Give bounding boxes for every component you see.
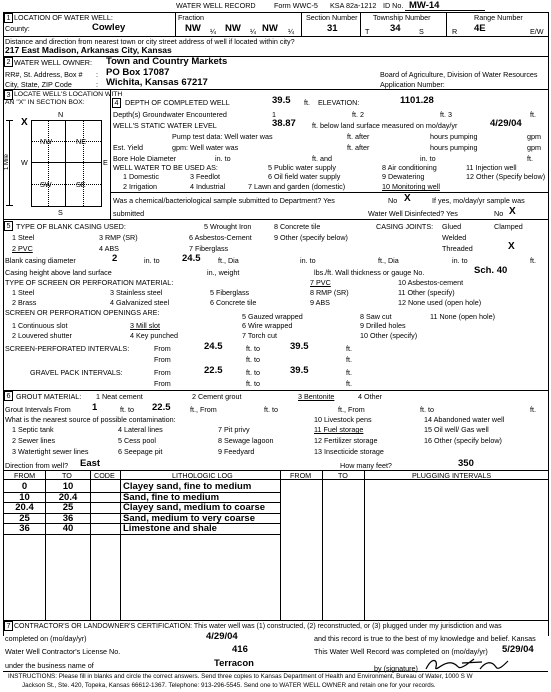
license-label: Water Well Contractor's License No. [5, 647, 121, 656]
log-row-from: 20.4 [15, 502, 34, 513]
groundwater-ft: ft. [530, 110, 536, 119]
gpi-from-label: From [154, 368, 171, 377]
south-label: S [58, 208, 63, 217]
contam-option[interactable]: 1 Septic tank [12, 425, 54, 434]
log-row-to: 40 [62, 523, 74, 534]
chemical-label: Was a chemical/bacteriological sample submitted to Department? Yes [113, 196, 335, 205]
blank-in-to: in. to [144, 256, 160, 265]
log-row-description: Clayey sand, medium to coarse [123, 502, 266, 513]
bore-in-to-2: in. to [420, 154, 436, 163]
screen-option[interactable]: 11 Other (specify) [398, 288, 455, 297]
fraction-label: Fraction [178, 13, 204, 22]
direction-value: East [80, 458, 101, 469]
log-row-from: 0 [21, 481, 28, 492]
use-option[interactable]: 7 Lawn and garden (domestic) [248, 182, 346, 191]
opening-option[interactable]: 4 Key punched [130, 331, 178, 340]
log-header-from: FROM [14, 471, 36, 480]
yield-gpm: gpm: Well water was [172, 143, 239, 152]
section-number-value: 31 [327, 23, 338, 34]
log-row-to: 20.4 [58, 491, 78, 503]
gpi-ft-to-2: ft. to [246, 379, 260, 388]
casing-option[interactable]: 9 Other (specify below) [274, 233, 348, 242]
chemical-no: No [388, 196, 398, 205]
contam-option[interactable]: 7 Pit privy [218, 425, 250, 434]
log-row-description: Limestone and shale [123, 523, 217, 534]
yield-hours: hours pumping [430, 143, 478, 152]
yield-label: Est. Yield [113, 143, 143, 152]
township-t: T [365, 27, 370, 36]
casing-option[interactable]: 7 Fiberglass [189, 244, 229, 253]
opening-option[interactable]: 1 Continuous slot [12, 321, 68, 330]
owner-value: Town and Country Markets [106, 56, 228, 67]
groundwater-label: Depth(s) Groundwater Encountered [113, 110, 227, 119]
opening-option[interactable]: 11 None (open hole) [430, 312, 495, 321]
county-value: Cowley [92, 22, 126, 33]
quadrant-nw: NW [40, 137, 52, 146]
joints-label: CASING JOINTS: [376, 222, 434, 231]
quadrant-sw: SW [40, 180, 52, 189]
gi-ft-from-2: ft., From [338, 405, 365, 414]
log-header-lithologic: LITHOLOGIC LOG [172, 471, 233, 480]
contamination-label: What is the nearest source of possible contamination: [5, 415, 176, 424]
spi-to-value: 39.5 [290, 341, 309, 352]
location-title: LOCATION OF WATER WELL: [14, 13, 113, 22]
log-row-description: Sand, medium to very coarse [123, 512, 255, 524]
casing-option[interactable]: 3 RMP (SR) [99, 233, 138, 242]
east-label: E [103, 158, 108, 167]
joint-clamped[interactable]: Clamped [494, 222, 523, 231]
screen-intervals-label: SCREEN-PERFORATED INTERVALS: [5, 344, 130, 353]
pump-gpm: gpm [527, 132, 541, 141]
use-option[interactable]: 6 Oil field water supply [268, 172, 341, 181]
opening-option[interactable]: 2 Louvered shutter [12, 331, 72, 340]
blank-diameter-label: Blank casing diameter [5, 256, 76, 265]
disinfected-no: No [494, 209, 504, 218]
spi-ft-to: ft. to [246, 344, 260, 353]
range-ew: E/W [530, 27, 544, 36]
completed-label: completed on (mo/day/yr) [5, 634, 87, 643]
po-value: PO Box 17087 [106, 67, 170, 78]
bore-in-to: in. to [215, 154, 231, 163]
depth-value: 39.5 [272, 95, 291, 106]
casing-option-selected[interactable]: 2 PVC [12, 244, 33, 253]
log-row-from: 25 [19, 512, 30, 524]
gi-to-value: 22.5 [152, 402, 171, 413]
locate-title-2: AN "X" IN SECTION BOX: [5, 99, 85, 106]
joint-welded[interactable]: Welded [442, 233, 467, 242]
use-option[interactable]: 8 Air conditioning [382, 163, 437, 172]
use-option[interactable]: 4 Industrial [190, 182, 226, 191]
north-label: N [58, 110, 64, 119]
spi-ft-2: ft. [346, 355, 352, 364]
grout-option-selected[interactable]: 3 Bentonite [298, 392, 335, 401]
gi-from-label: From [54, 405, 71, 414]
contam-option[interactable]: 5 Cess pool [118, 436, 156, 445]
elevation-label: ELEVATION: [318, 98, 360, 107]
grout-label: GROUT MATERIAL: [16, 392, 82, 401]
log-header-to: TO [62, 471, 72, 480]
section-7-number: 7 [4, 621, 13, 631]
owner-label: WATER WELL OWNER: [14, 58, 92, 67]
grout-option[interactable]: 1 Neat cement [96, 392, 143, 401]
blank-ft-dia-2: ft., Dia [378, 256, 399, 265]
casing-option[interactable]: 8 Concrete tile [274, 222, 321, 231]
screen-option[interactable]: 6 Concrete tile [210, 298, 257, 307]
section-box[interactable] [31, 120, 102, 207]
elevation-value: 1101.28 [400, 95, 434, 106]
casing-option[interactable]: 5 Wrought Iron [204, 222, 252, 231]
address-value: 217 East Madison, Arkansas City, Kansas [5, 45, 172, 55]
contam-option[interactable]: 14 Abandoned water well [424, 415, 505, 424]
opening-option[interactable]: 8 Saw cut [360, 312, 392, 321]
gpi-ft: ft. [346, 368, 352, 377]
opening-option[interactable]: 9 Drilled holes [360, 321, 406, 330]
section-2-number: 2 [4, 57, 13, 67]
use-option[interactable]: 2 Irrigation [123, 182, 157, 191]
township-s: S [419, 27, 424, 36]
city-value: Wichita, Kansas 67217 [106, 77, 208, 88]
locate-title-1: LOCATE WELL'S LOCATION WITH [14, 91, 123, 98]
blank-ft-dia: ft., Dia [218, 256, 239, 265]
use-label: WELL WATER TO BE USED AS: [113, 163, 218, 172]
contam-option[interactable]: 3 Watertight sewer lines [12, 447, 89, 456]
use-option-selected[interactable]: 10 Monitoring well [382, 182, 440, 191]
disinfected-label: Water Well Disinfected? Yes [368, 209, 458, 218]
log-row-to: 10 [62, 481, 74, 492]
casing-option[interactable]: 1 Steel [12, 233, 35, 242]
blank-diameter-value: 2 [112, 253, 118, 264]
contam-option[interactable]: 12 Fertilizer storage [314, 436, 378, 445]
feet-label: How many feet? [340, 461, 392, 470]
opening-option[interactable]: 10 Other (specify) [360, 331, 418, 340]
screen-option[interactable]: 12 None used (open hole) [398, 298, 482, 307]
contam-option[interactable]: 8 Sewage lagoon [218, 436, 274, 445]
use-option[interactable]: 1 Domestic [123, 172, 159, 181]
plug-header-intervals: PLUGGING INTERVALS [412, 471, 492, 480]
form-number: Form WWC-5 [274, 1, 318, 10]
grout-intervals-label: Grout Intervals [5, 405, 53, 414]
address-label: RR#, St. Address, Box # [5, 70, 83, 79]
certification-text: CONTRACTOR'S OR LANDOWNER'S CERTIFICATION: This water well was (1) constructed, (2) reconstructed, or (3) plugged under my jurisdiction and was [14, 623, 502, 630]
gpi-from-label-2: From [154, 379, 171, 388]
height-label: Casing height above land surface [5, 268, 112, 277]
distance-label: Distance and direction from nearest town or city street address of well if located within city? [5, 37, 295, 46]
ksa-reference: KSA 82a-1212 [330, 1, 377, 10]
log-row-description: Clayey sand, fine to medium [123, 481, 252, 492]
screen-option[interactable]: 10 Asbestos-cement [398, 278, 464, 287]
gi-ft-to-3: ft. to [420, 405, 434, 414]
application-label: Application Number: [380, 80, 445, 89]
city-colon: : [96, 80, 98, 89]
screen-option[interactable]: 9 ABS [310, 298, 330, 307]
instructions-line-1: INSTRUCTIONS: Please fill in blanks and circle the correct answers. Send three copies to Kansas Department of Health and Environment, Bureau of Water, 1000 S W [8, 673, 473, 680]
spi-ft: ft. [346, 344, 352, 353]
instructions-line-2: Jackson St., Ste. 420, Topeka, Kansas 66612-1367. Telephone: 913-296-5545. Send one to WATER WELL OWNER and retain one for your records. [22, 682, 436, 689]
spi-from-label-2: From [154, 355, 171, 364]
section-6-number: 6 [4, 391, 13, 401]
blank-to-value: 24.5 [182, 253, 201, 264]
static-date: 4/29/04 [490, 118, 522, 129]
contam-option[interactable]: 4 Lateral lines [118, 425, 163, 434]
bore-label: Bore Hole Diameter [113, 154, 177, 163]
screen-option-selected[interactable]: 7 PVC [310, 278, 331, 287]
openings-label: SCREEN OR PERFORATION OPENINGS ARE: [5, 308, 160, 317]
west-label: W [21, 158, 28, 167]
opening-option[interactable]: 6 Wire wrapped [242, 321, 293, 330]
groundwater-3-label: ft. 3 [440, 110, 452, 119]
spi-from-value: 24.5 [204, 341, 223, 352]
screen-option[interactable]: 8 RMP (SR) [310, 288, 349, 297]
blank-in-to-3: in. to [452, 256, 468, 265]
contam-option[interactable]: 15 Oil well/ Gas well [424, 425, 489, 434]
pump-hours: hours pumping [430, 132, 478, 141]
quadrant-ne: NE [76, 137, 86, 146]
spi-from-label: From [154, 344, 171, 353]
section-3-number: 3 [4, 90, 13, 100]
log-row-to: 25 [62, 502, 74, 513]
section-4-number: 4 [112, 98, 121, 108]
gpi-to-value: 39.5 [290, 365, 309, 376]
screen-option[interactable]: 4 Galvanized steel [110, 298, 170, 307]
business-value: Terracon [214, 658, 254, 669]
license-value: 416 [232, 644, 248, 655]
township-value: 34 [390, 23, 401, 34]
gravel-intervals-label: GRAVEL PACK INTERVALS: [30, 368, 123, 377]
wall-thickness-label: lbs./ft. Wall thickness or gauge No. [314, 268, 425, 277]
contam-option[interactable]: 9 Feedyard [218, 447, 255, 456]
county-label: County: [5, 24, 30, 33]
opening-option[interactable]: 5 Gauzed wrapped [242, 312, 303, 321]
chemical-no-mark: X [404, 193, 411, 204]
grout-option[interactable]: 4 Other [358, 392, 382, 401]
record-date: 5/29/04 [502, 644, 534, 655]
yield-gpm-2: gpm [527, 143, 541, 152]
city-label: City, State, ZIP Code [5, 80, 72, 89]
log-row-divider [3, 534, 280, 535]
log-header-code: CODE [94, 471, 115, 480]
section-5-number: 5 [4, 221, 13, 231]
gi-from-value: 1 [92, 402, 98, 413]
chemical-ifyes: If yes, mo/day/yr sample was [432, 196, 525, 205]
log-row-from: 10 [19, 491, 30, 503]
bore-ft-and: ft. and [312, 154, 332, 163]
range-value: 4E [474, 23, 486, 34]
log-row-description: Sand, fine to medium [123, 491, 220, 503]
use-option[interactable]: 5 Public water supply [268, 163, 336, 172]
height-in: in., weight [207, 268, 240, 277]
signature-label: by (signature) [374, 664, 418, 673]
business-label: under the business name of [5, 661, 94, 670]
static-label: WELL'S STATIC WATER LEVEL [113, 121, 217, 130]
static-value: 38.87 [272, 118, 296, 129]
disinfected-no-mark: X [509, 206, 516, 217]
log-row-to: 36 [62, 512, 74, 524]
quarter-2: NW [225, 23, 241, 34]
contam-option-selected[interactable]: 11 Fuel storage [314, 425, 364, 434]
contam-option[interactable]: 13 Insecticide storage [314, 447, 384, 456]
contam-option[interactable]: 16 Other (specify below) [424, 436, 502, 445]
quarter-3: NW [262, 23, 278, 34]
yield-after: ft. after [347, 143, 370, 152]
contam-option[interactable]: 6 Seepage pit [118, 447, 163, 456]
quarter-mark: ¼ [250, 27, 256, 36]
screen-option[interactable]: 2 Brass [12, 298, 37, 307]
gi-ft-from: ft., From [190, 405, 217, 414]
depth-label: DEPTH OF COMPLETED WELL [125, 98, 230, 107]
section-1-number: 1 [4, 13, 13, 23]
direction-label: Direction from well? [5, 461, 69, 470]
gi-ft-to-2: ft. to [264, 405, 278, 414]
plug-header-to: TO [338, 471, 348, 480]
joint-glued[interactable]: Glued [442, 222, 462, 231]
grout-option[interactable]: 2 Cement grout [192, 392, 242, 401]
casing-option[interactable]: 6 Asbestos-Cement [189, 233, 252, 242]
use-option[interactable]: 11 Injection well [466, 163, 517, 172]
range-label: Range Number [474, 13, 523, 22]
record-label: This Water Well Record was completed on (mo/day/yr) [314, 647, 488, 656]
use-option[interactable]: 3 Feedlot [190, 172, 220, 181]
log-row-from: 36 [19, 523, 30, 534]
board-text: Board of Agriculture, Division of Water Resources [380, 70, 538, 79]
depth-ft: ft. [304, 98, 310, 107]
joint-threaded[interactable]: Threaded [442, 244, 473, 253]
id-value: MW-14 [409, 0, 440, 11]
casing-label: TYPE OF BLANK CASING USED: [16, 222, 126, 231]
quarter-1: NW [185, 23, 201, 34]
gi-ft: ft. [530, 405, 536, 414]
submitted-label: submitted [113, 209, 145, 218]
use-option[interactable]: 9 Dewatering [382, 172, 425, 181]
screen-option[interactable]: 5 Fiberglass [210, 288, 250, 297]
static-tail: ft. below land surface measured on mo/day/yr [312, 121, 458, 130]
form-title: WATER WELL RECORD [176, 1, 256, 10]
groundwater-1: 1 [272, 110, 276, 119]
location-mark: X [21, 117, 28, 128]
screen-option[interactable]: 3 Stainless steel [110, 288, 163, 297]
opening-option-selected[interactable]: 3 Mill slot [130, 321, 160, 330]
one-mile-label: 1 Mile [4, 153, 10, 170]
casing-option[interactable]: 4 ABS [99, 244, 119, 253]
address-colon: : [96, 70, 98, 79]
blank-ft: ft. [530, 256, 536, 265]
feet-value: 350 [458, 458, 474, 469]
pump-label: Pump test data: Well water was [172, 132, 273, 141]
plug-header-from: FROM [290, 471, 312, 480]
threaded-mark: X [508, 241, 515, 252]
gpi-ft-2: ft. [346, 379, 352, 388]
screen-label: TYPE OF SCREEN OR PERFORATION MATERIAL: [5, 278, 174, 287]
use-option[interactable]: 12 Other (Specify below) [466, 172, 546, 181]
contam-option[interactable]: 2 Sewer lines [12, 436, 56, 445]
gpi-from-value: 22.5 [204, 365, 223, 376]
range-r: R [452, 27, 458, 36]
township-label: Township Number [373, 13, 431, 22]
quarter-mark: ¼ [288, 27, 294, 36]
certification-text-2: and this record is true to the best of my knowledge and belief. Kansas [314, 634, 536, 643]
quadrant-se: SE [76, 180, 86, 189]
quarter-mark: ¼ [210, 27, 216, 36]
blank-in-to-2: in. to [300, 256, 316, 265]
screen-option[interactable]: 1 Steel [12, 288, 35, 297]
gpi-ft-to: ft. to [246, 368, 260, 377]
contam-option[interactable]: 10 Livestock pens [314, 415, 372, 424]
id-label: ID No. [383, 1, 404, 10]
pump-after: ft. after [347, 132, 370, 141]
bore-ft: ft. [527, 154, 533, 163]
opening-option[interactable]: 7 Torch cut [242, 331, 278, 340]
sch-value: Sch. 40 [474, 265, 508, 276]
completed-value: 4/29/04 [206, 631, 238, 642]
gi-ft-to: ft. to [120, 405, 134, 414]
spi-ft-to-2: ft. to [246, 355, 260, 364]
section-number-label: Section Number [306, 13, 358, 22]
groundwater-2-label: ft. 2 [352, 110, 364, 119]
